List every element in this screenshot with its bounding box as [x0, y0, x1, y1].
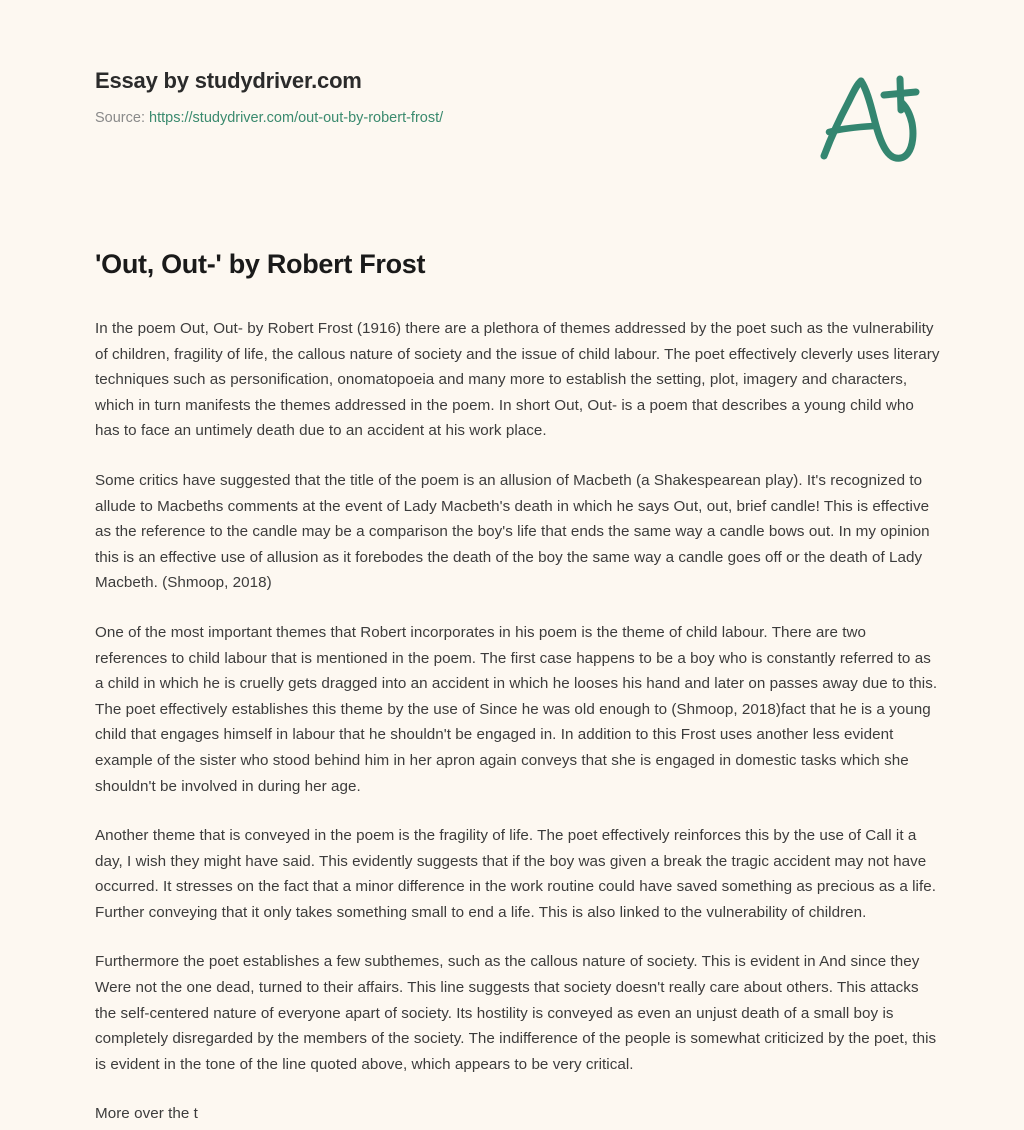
page-header: [95, 66, 795, 128]
essay-paragraph: Another theme that is conveyed in the poem is the fragility of life. The poet effectively reinforces this by the use of Call it a day, I wish they might have said. This evidently suggests that if the boy was given a break the tragic accident may not have occurred. It stresses on the fact that a minor difference in the work routine could have saved something as precious as a life. Further conveying that it only takes something small to end a life. This is also linked to the vulnerability of children.: [95, 827, 936, 921]
essay-paragraph: In the poem Out, Out- by Robert Frost (1916) there are a plethora of themes addressed by the poet such as the vulnerability of children, fragility of life, the callous nature of society and the issue of child labour. The poet effectively cleverly uses literary techniques such as personification, onomatopoeia and many more to establish the setting, plot, imagery and characters, which in turn manifests the themes addressed in the poem. In short Out, Out- is a poem that describes a young child who has to face an untimely death due to an accident at his work place.: [95, 320, 940, 440]
studydriver-a-plus-logo: [812, 70, 932, 170]
a-plus-icon: [812, 70, 932, 170]
essay-paragraph: Furthermore the poet establishes a few subthemes, such as the callous nature of society. This is evident in And since they Were not the one dead, turned to their affairs. This line suggests that society doesn't really care about others. This attacks the self-centered nature of everyone apart of society. Its hostility is conveyed as even an unjust death of a small boy is completely disregarded by the members of the society. The indifference of the people is somewhat criticized by the poet, this is evident in the tone of the line quoted above, which appears to be very critical.: [95, 953, 937, 1073]
essay-paragraph: One of the most important themes that Robert incorporates in his poem is the theme of child labour. There are two references to child labour that is mentioned in the poem. The first case happens to be a boy who is constantly referred to as a child in which he is cruelly gets dragged into an accident in which he looses his hand and later on passes away due to this. The poet effectively establishes this theme by the use of Since he was old enough to (Shmoop, 2018)fact that he is a young child that engages himself in labour that he shouldn't be engaged in. In addition to this Frost uses another less evident example of the sister who stood behind him in her apron again conveys that she is engaged in domestic tasks which she shouldn't be involved in during her age.: [95, 623, 938, 795]
site-attribution-title: Essay by studydriver.com: [95, 68, 362, 93]
source-url-link[interactable]: https://studydriver.com/out-out-by-robert-frost/: [149, 110, 444, 126]
page-title: 'Out, Out-' by Robert Frost: [95, 249, 426, 279]
source-line: [95, 108, 795, 128]
essay-article: [95, 246, 940, 1127]
essay-paragraph-truncated: More over the t: [95, 1105, 198, 1123]
essay-paragraph: Some critics have suggested that the title of the poem is an allusion of Macbeth (a Shakespearean play). It's recognized to allude to Macbeths comments at the event of Lady Macbeth's death in which he says Out, out, brief candle! This is effective as the reference to the candle may be a comparison the boy's life that ends the same way a candle bows out. In my opinion this is an effective use of allusion as it forebodes the death of the boy the same way a candle goes off or the death of Lady Macbeth. (Shmoop, 2018): [95, 471, 930, 592]
source-label: Source:: [95, 110, 145, 126]
